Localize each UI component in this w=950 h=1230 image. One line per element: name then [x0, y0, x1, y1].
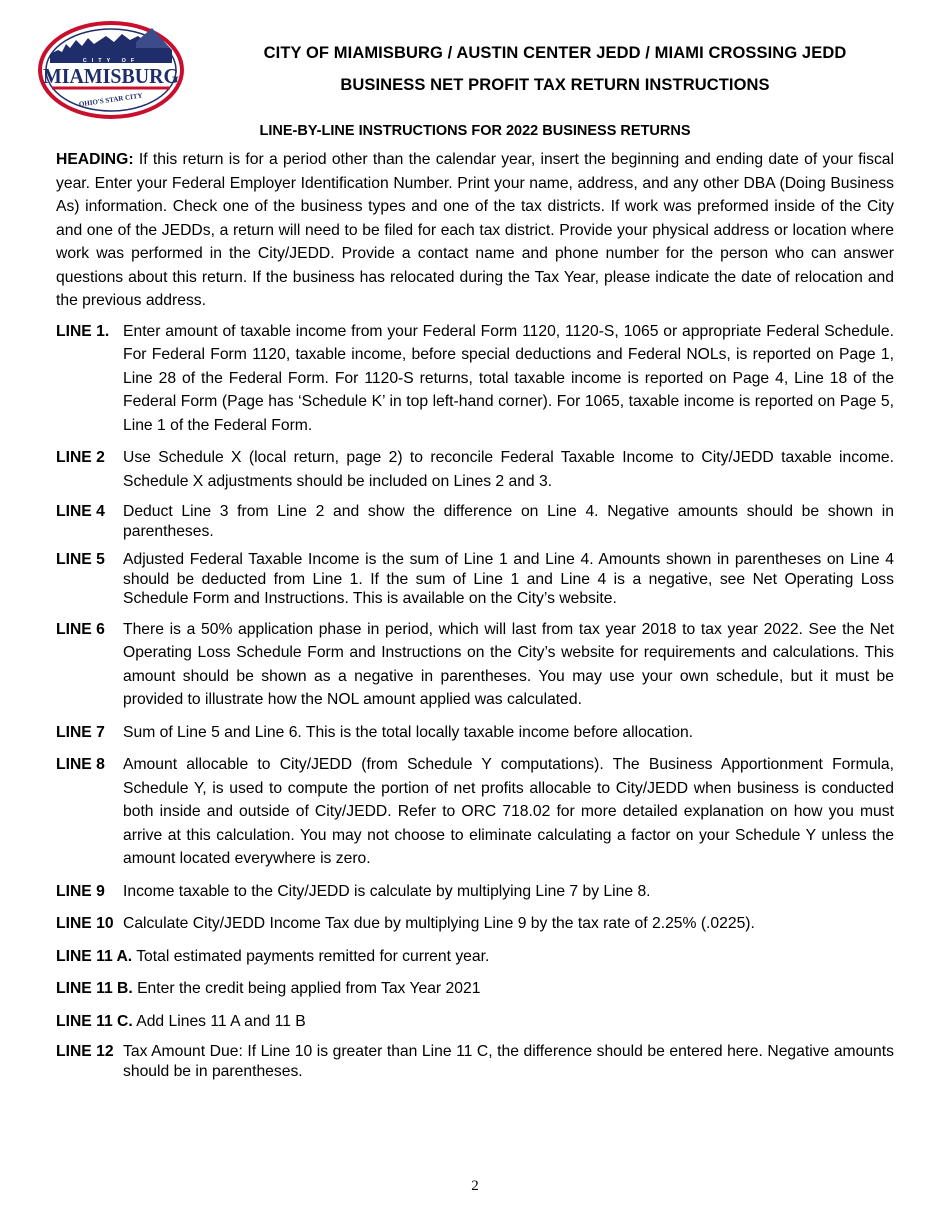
heading-label: HEADING:	[56, 151, 134, 168]
title-line-1: CITY OF MIAMISBURG / AUSTIN CENTER JEDD / MIAMI CROSSING JEDD	[263, 44, 847, 62]
logo-tagline: OHIO'S STAR CITY	[78, 91, 143, 109]
line-label: LINE 8	[56, 756, 105, 773]
line-label: LINE 11 A.	[56, 947, 133, 965]
line-text: There is a 50% application phase in period, which will last from tax year 2018 to tax year 2022. See the Net Operating Loss Schedule Form and Instructions on the City’s website for requirements and calculations. This amount should be shown as a negative in parentheses. You may use your own schedule, but it must be provided to illustrate how the NOL amount applied was calculated.	[123, 620, 894, 708]
heading-text: If this return is for a period other than the calendar year, insert the beginning and ending date of your fiscal year. Enter your Federal Employer Identification Number. Print your name, address, and any other DBA (Doing Business As) information. Check one of the business types and one of the tax districts. If work was preformed inside of the City and one of the JEDDs, a return will need to be filed for each tax district. Provide your physical address or location where work was performed in the City/JEDD. Provide a contact name and phone number for the person who can answer questions about this return. If the business has relocated during the Tax Year, please indicate the date of relocation and the previous address.	[56, 151, 895, 309]
title-line-2: BUSINESS NET PROFIT TAX RETURN INSTRUCTIONS	[340, 76, 770, 94]
line-text: Total estimated payments remitted for current year.	[136, 947, 490, 965]
line-text: Income taxable to the City/JEDD is calculate by multiplying Line 7 by Line 8.	[123, 882, 651, 900]
instructions-body	[56, 148, 894, 1090]
line-text: Sum of Line 5 and Line 6. This is the total locally taxable income before allocation.	[123, 723, 694, 741]
line-6-instruction	[56, 618, 894, 712]
line-label: LINE 7	[56, 723, 105, 741]
line-11b-instruction	[56, 977, 894, 1001]
line-9-instruction	[56, 880, 894, 904]
line-label: LINE 11 C.	[56, 1012, 133, 1030]
line-label: LINE 9	[56, 882, 105, 900]
line-text: Tax Amount Due: If Line 10 is greater than Line 11 C, the difference should be entered here. Negative amounts should be in parentheses.	[123, 1043, 894, 1080]
line-label: LINE 6	[56, 620, 105, 638]
line-text: Deduct Line 3 from Line 2 and show the difference on Line 4. Negative amounts should be shown in parentheses.	[123, 503, 894, 540]
line-text: Add Lines 11 A and 11 B	[136, 1012, 306, 1030]
heading-paragraph	[56, 148, 894, 313]
miamisburg-logo-icon	[36, 20, 186, 120]
line-1-instruction	[56, 320, 894, 438]
line-text: Calculate City/JEDD Income Tax due by multiplying Line 9 by the tax rate of 2.25% (.0225).	[123, 915, 755, 932]
line-11c-instruction	[56, 1010, 894, 1034]
line-8-instruction	[56, 753, 894, 871]
line-4-instruction	[56, 502, 894, 541]
line-label: LINE 1.	[56, 322, 110, 340]
line-10-instruction	[56, 912, 894, 936]
line-label: LINE 4	[56, 503, 105, 520]
city-logo	[36, 20, 186, 120]
line-5-instruction	[56, 550, 894, 609]
line-label: LINE 11 B.	[56, 980, 133, 997]
line-7-instruction	[56, 721, 894, 745]
line-2-instruction	[56, 446, 894, 493]
line-text: Use Schedule X (local return, page 2) to reconcile Federal Taxable Income to City/JEDD taxable income. Schedule X adjustments should be included on Lines 2 and 3.	[123, 449, 894, 490]
line-label: LINE 5	[56, 551, 105, 568]
line-text: Adjusted Federal Taxable Income is the sum of Line 1 and Line 4. Amounts shown in parentheses on Line 4 should be deducted from Line 1. If the sum of Line 1 and Line 4 is a negative, see Net Operating Loss Schedule Form and Instructions. This is available on the City’s website.	[123, 551, 894, 607]
line-text: Enter amount of taxable income from your Federal Form 1120, 1120-S, 1065 or appropriate Federal Schedule. For Federal Form 1120, taxable income, before special deductions and Federal NOLs, is reported on Page 1, Line 28 of the Federal Form. For 1120-S returns, total taxable income is reported on Page 4, Line 18 of the Federal Form (Page has ‘Schedule K’ in top left-hand corner). For 1065, taxable income is reported on Page 5, Line 1 of the Federal Form.	[123, 322, 894, 434]
logo-top-text: CITY OF	[82, 58, 140, 64]
line-text: Amount allocable to City/JEDD (from Schedule Y computations). The Business Apportionment Formula, Schedule Y, is used to compute the portion of net profits allocable to City/JEDD when business is conducted both inside and outside of City/JEDD. Refer to ORC 718.02 for more detailed explanation on how you must arrive at this calculation. You may not choose to eliminate calculating a factor on your Schedule Y unless the amount located everywhere is zero.	[123, 756, 894, 867]
line-label: LINE 2	[56, 449, 105, 466]
line-text: Enter the credit being applied from Tax Year 2021	[137, 980, 481, 997]
line-label: LINE 12	[56, 1043, 114, 1060]
page-number: 2	[471, 1178, 479, 1194]
line-label: LINE 10	[56, 915, 114, 932]
line-12-instruction	[56, 1042, 894, 1081]
section-subtitle: LINE-BY-LINE INSTRUCTIONS FOR 2022 BUSINESS RETURNS	[259, 123, 691, 139]
logo-name: MIAMISBURG	[43, 64, 179, 88]
line-11a-instruction	[56, 945, 894, 969]
